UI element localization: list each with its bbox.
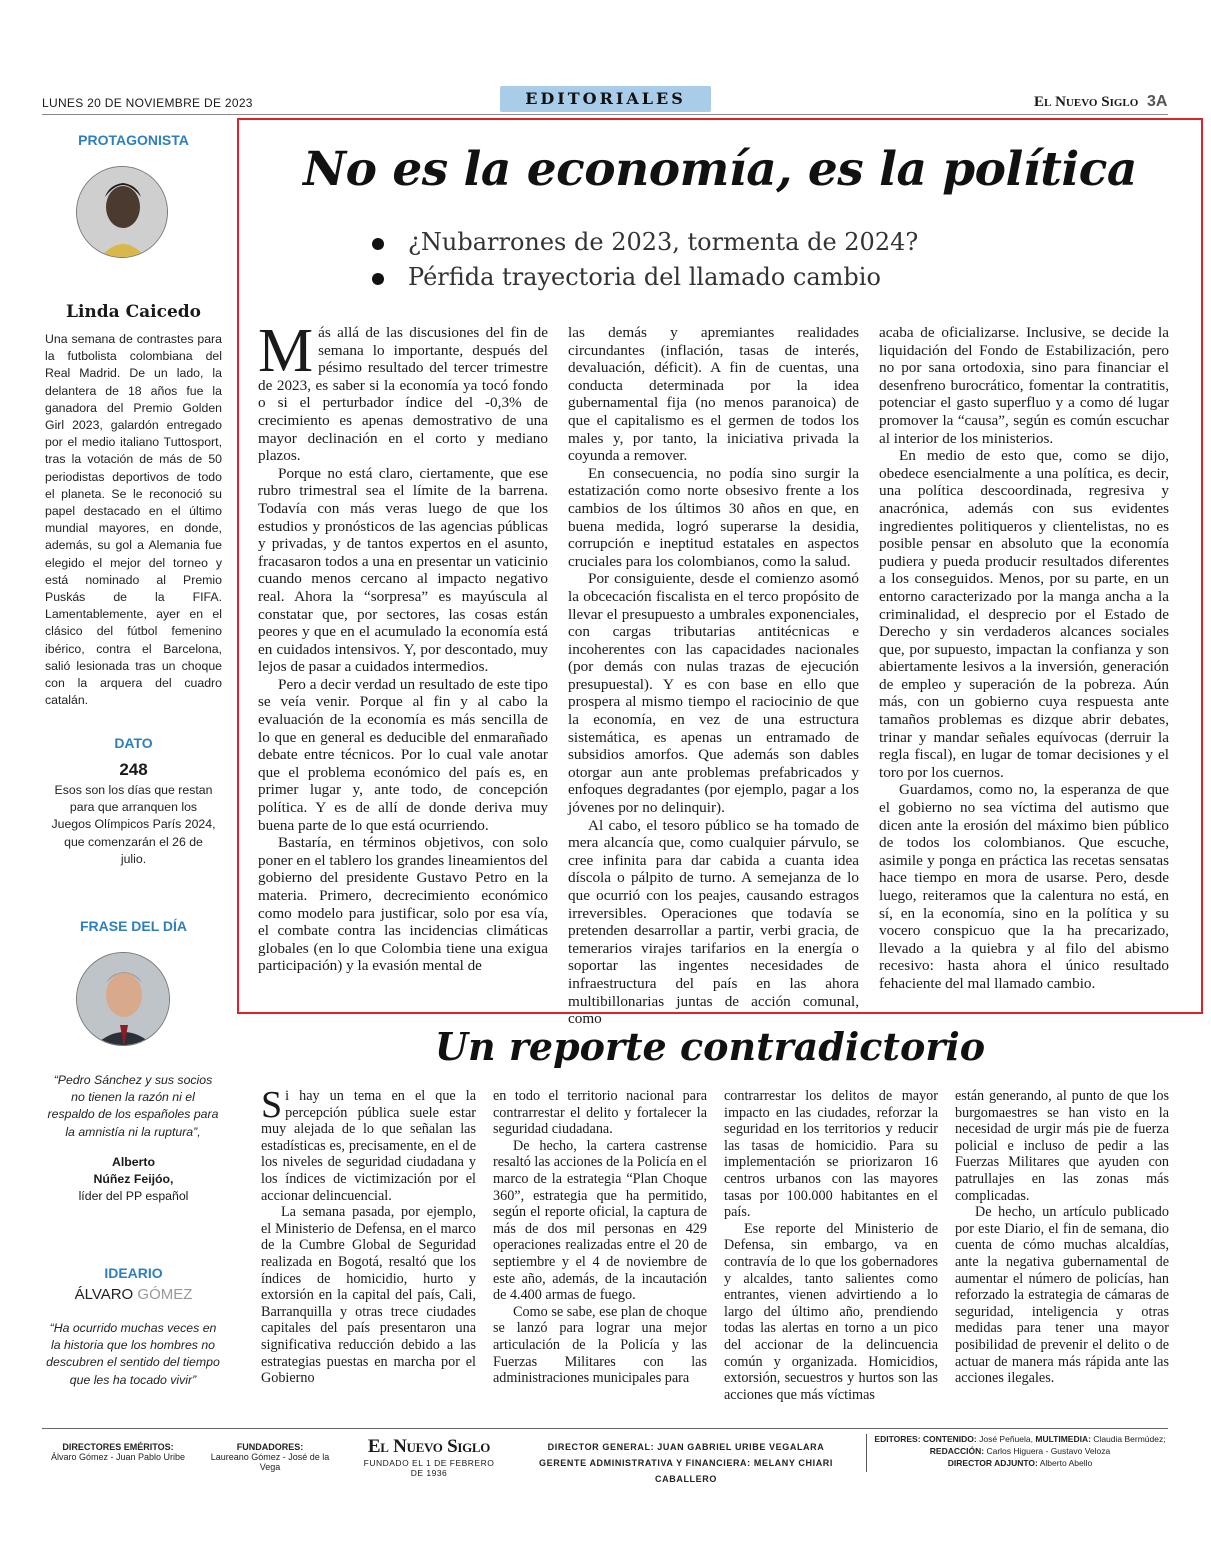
editorial-1-dropcap: M	[258, 317, 314, 385]
footer-editores: EDITORES: CONTENIDO: José Peñuela, MULTIMEDIA: Claudia Bermúdez; REDACCIÓN: Carlos Higuera - Gustavo Veloza DIRECTOR ADJUNTO: Alberto Abello	[874, 1434, 1166, 1468]
section-label: EDITORIALES	[500, 86, 711, 112]
frase-photo	[76, 952, 170, 1046]
editorial-2-column-3: contrarrestar los delitos de mayor impacto en las ciudades, reforzar la seguridad en los territorios y reducir las tasas de homicidio. Para su implementación se priorizaron 16 centros urbanos con las mayores tasas por 100.000 habitantes en el país. Ese reporte del Ministerio de Defensa, sin embargo, va en contravía de lo que los gobernadores y alcaldes, tanto salientes como entrantes, vienen advirtiendo a lo largo del último año, prendiendo todas las alertas en torno a un pico del accionar de la delincuencia común y organizada. Homicidios, extorsión, secuestros y hurtos son las acciones que más víctimas	[724, 1088, 938, 1403]
editorial-2-column-2: en todo el territorio nacional para contrarrestar el delito y fortalecer la seguridad ciudadana. De hecho, la cartera castrense resaltó las acciones de la Policía en el marco de la estrategia “Plan Choque 360”, estrategia que ha permitido, según el reporte oficial, la captura de más de dos mil personas en 429 operaciones realizadas entre el 20 de septiembre y el 4 de noviembre de este año, además, de la incautación de 4.400 armas de fuego. Como se sabe, ese plan de choque se lanzó para lograr una mejor articulación de la Policía y las Fuerzas Militares con las administraciones municipales para	[493, 1088, 707, 1387]
protagonista-name: Linda Caicedo	[66, 302, 201, 322]
footer-direccion: DIRECTOR GENERAL: JUAN GABRIEL URIBE VEGALARA GERENTE ADMINISTRATIVA Y FINANCIERA: MELANY CHIARI CABALLERO	[538, 1442, 834, 1484]
editorial-2-column-4: están generando, al punto de que los burgomaestres se han visto en la necesidad de urgir más pie de fuerza policial e incluso de pedir a las Fuerzas Militares que ayuden con patrullajes en las zonas más complicadas. De hecho, un artículo publicado por este Diario, el fin de semana, dio cuenta de cómo muchas alcaldías, ante la negativa gubernamental de aumentar el número de policías, han reforzado la estrategia de cámaras de seguridad, inteligencia y otras medidas para tener una mayor posibilidad de prevenir el delito o de actuar de manera más rápida ante las acciones ilegales.	[955, 1088, 1169, 1387]
footer-fundadores: FUNDADORES: Laureano Gómez - José de la Vega	[210, 1442, 330, 1472]
editorial-1-column-3: acaba de oficializarse. Inclusive, se decide la liquidación del Fondo de Estabilización, pero no por sana ortodoxia, sino para financiar el desenfreno burocrático, fomentar la contratitis, potenciar el gasto superfluo y a como dé lugar promover la “causa”, según es común escuchar al interior de los ministerios. En medio de esto que, como se dijo, obedece esencialmente a una política, es decir, una política descoordinada, regresiva y anacrónica, además con sus evidentes ingredientes politiqueros y clientelistas, no es posible pensar en absoluto que la economía pudiera y pueda producir resultados diferentes a los conseguidos. Menos, por su parte, en un entorno caracterizado por la manga ancha a la criminalidad, el desprecio por el Estado de Derecho y sin verdaderos alcances sociales que, por supuesto, impactan la confianza y son abiertamente lesivos a la inversión, generación de empleo y superación de la pobreza. Aún más, con un gobierno cuya respuesta ante tamaños problemas es dizque abrir debates, trinar y mandar señales equívocas (derruir la regla fiscal), en lugar de tomar decisiones y el toro por los cuernos. Guardamos, como no, la esperanza de que el gobierno no sea víctima del autismo que dicen ante la erosión del máximo bien público de todos los colombianos. Que escuche, asimile y ponga en práctica las recetas sensatas hace tiempo en mora de usarse. Pero, desde luego, reiteramos que la calentura no está, en sí, en la economía, sino en la política y su vocero conspicuo que la ha precarizado, llevado a la quiebra y al filo del abismo recesivo: hasta ahora el único resultado fehaciente del mal llamado cambio.	[879, 324, 1169, 992]
header-logo: El Nuevo Siglo	[1034, 94, 1139, 110]
footer-separator	[866, 1434, 867, 1472]
editorial-2-title: Un reporte contradictorio	[434, 1024, 986, 1069]
header-date: LUNES 20 DE NOVIEMBRE DE 2023	[42, 96, 253, 110]
frase-quote: “Pedro Sánchez y sus socios no tienen la razón ni el respaldo de los españoles para la amnistía ni la ruptura”,	[47, 1073, 219, 1139]
ideario-heading: IDEARIO	[104, 1265, 163, 1281]
editorial-1-column-1: Más allá de las discusiones del fin de semana lo importante, después del pésimo resultado del tercer trimestre de 2023, es saber si la economía ya tocó fondo o si el perturbador índice del -0,3% de crecimiento es apenas demostrativo de una mayor declinación en el corto y mediano plazos. Porque no está claro, ciertamente, que ese rubro trimestral sea el límite de la barrena. Todavía con más veras luego de que los estudios y pronósticos de las agencias públicas y privadas, y de tantos expertos en el asunto, fracasaron todos a una en presentar un vaticinio cuando menos cercano al impacto negativo real. Ahora la “sorpresa” es mayúscula al constatar que, por sectores, las cosas están peores y que en el acumulado la economía está en cuidados intensivos. Y, por descontado, muy lejos de pasar a cuidados intermedios. Pero a decir verdad un resultado de este tipo se veía venir. Porque al fin y al cabo la evaluación de la economía es más sencilla de lo que en general es deducible del enmarañado debate entre técnicos. Por lo cual vale anotar que el problema económico del país es, en primer lugar y, ante todo, de concepción política. Y es de allí de donde deriva muy buena parte de lo que está ocurriendo. Bastaría, en términos objetivos, con solo poner en el tablero los grandes lineamientos del gobierno del presidente Gustavo Petro en la materia. Primero, decrecimiento económico como modelo para justificar, solo por esa vía, el combate contra las incidencias climáticas globales (en lo que Colombia tiene una exigua participación) y la evasión mental de	[258, 317, 548, 975]
footer-emeritos: DIRECTORES EMÉRITOS: Álvaro Gómez - Juan Pablo Uribe	[50, 1442, 186, 1462]
ideario-quote: “Ha ocurrido muchas veces en la historia que los hombres no descubren el sentido del tiempo que les ha tocado vivir”	[46, 1321, 220, 1387]
ideario-name: ÁLVARO GÓMEZ	[74, 1286, 193, 1303]
frase-heading: FRASE DEL DÍA	[79, 918, 188, 934]
dato-text: Esos son los días que restan para que arranquen los Juegos Olímpicos París 2024, que comenzarán el 26 de julio.	[51, 783, 216, 866]
editorial-1-bullet-1: ¿Nubarrones de 2023, tormenta de 2024?	[372, 228, 918, 256]
protagonista-photo	[76, 166, 168, 258]
header-rule	[42, 114, 1168, 115]
editorial-2-column-1: Si hay un tema en el que la percepción pública suele estar muy alejada de lo que señalan las estadísticas es, precisamente, en el de los niveles de seguridad ciudadana y los índices de victimización por el accionar delincuencial. La semana pasada, por ejemplo, el Ministerio de Defensa, en el marco de la Cumbre Global de Seguridad realizada en Bogotá, resaltó que los índices de homicidio, hurto y extorsión en la capital del país, Cali, Barranquilla y otras trece ciudades capitales del país presentaron una significativa reducción debido a las estrategias puestas en marcha por el Gobierno	[261, 1084, 476, 1387]
page-number: 3A	[1147, 93, 1168, 110]
protagonista-heading: PROTAGONISTA	[78, 132, 189, 148]
frase-author-last: Núñez Feijóo,	[93, 1172, 174, 1186]
editorial-2-dropcap: S	[261, 1084, 283, 1126]
footer-logo: El Nuevo Siglo FUNDADO EL 1 DE FEBRERO DE 1936	[363, 1436, 495, 1478]
editorial-1-column-2: las demás y apremiantes realidades circundantes (inflación, tasas de interés, devaluación, déficit). A fin de cuentas, una conducta determinada por la idea gubernamental fija (no menos paranoica) de que el capitalismo es el germen de todos los males y, por tanto, la iniciativa privada la coyunda a remover. En consecuencia, no podía sino surgir la estatización como norte obsesivo frente a los cambios de los últimos 30 años en que, en buena medida, logró superarse la desidia, corrupción e ineptitud estatales en aspectos cruciales para los colombianos, como la salud. Por consiguiente, desde el comienzo asomó la obcecación fiscalista en el terco propósito de llevar el presupuesto a umbrales exponenciales, con cargas tributarias antitécnicas e incoherentes con las capacidades nacionales (por demás con nulas trazas de ejecución presupuestal). Y es con base en ello que prospera al mismo tiempo el raciocinio de que la economía, en vez de una estructura sistemática, es apenas un entramado de subsidios amorfos. Que además son dables otorgar aun ante problemas prefabricados y enfoques degradantes (por ejemplo, pagar a los jóvenes por no delinquir). Al cabo, el tesoro público se ha tomado de mera alcancía que, como cualquier párvulo, se cree infinita para dar cabida a cuanta idea díscola o pálpito de turno. A semejanza de lo que ocurrió con los peajes, causando estragos irreversibles. Operaciones que todavía se pretenden desarrollar a partir, verbi gracia, de temerarios virajes tarifarios en la energía o soportar las ingentes necesidades de infraestructura del país en las ahora multibillonarias juntas de acción comunal, como	[568, 324, 859, 1028]
footer-rule	[42, 1428, 1168, 1429]
protagonista-text: Una semana de contrastes para la futbolista colombiana del Real Madrid. De un lado, la delantera de 18 años fue la ganadora del Premio Golden Girl 2023, galardón entregado por el medio italiano Tuttosport, tras la votación de más de 50 periodistas deportivos de todo el planeta. Se le reconoció su papel destacado en el último mundial mayores, en donde, además, su gol a Alemania fue elegido el mejor del torneo y está nominado al Premio Puskás de la FIFA. Lamentablemente, ayer en el clásico del fútbol femenino ibérico, contra el Barcelona, salió lesionada tras un choque con la arquera del cuadro catalán.	[45, 332, 222, 708]
frase-author-first: Alberto	[111, 1155, 156, 1169]
frase-role: líder del PP español	[78, 1189, 189, 1203]
dato-number: 248	[119, 760, 148, 779]
editorial-1-title: No es la economía, es la política	[303, 142, 1137, 197]
dato-heading: DATO	[114, 735, 153, 751]
editorial-1-bullet-2: Pérfida trayectoria del llamado cambio	[372, 263, 881, 291]
